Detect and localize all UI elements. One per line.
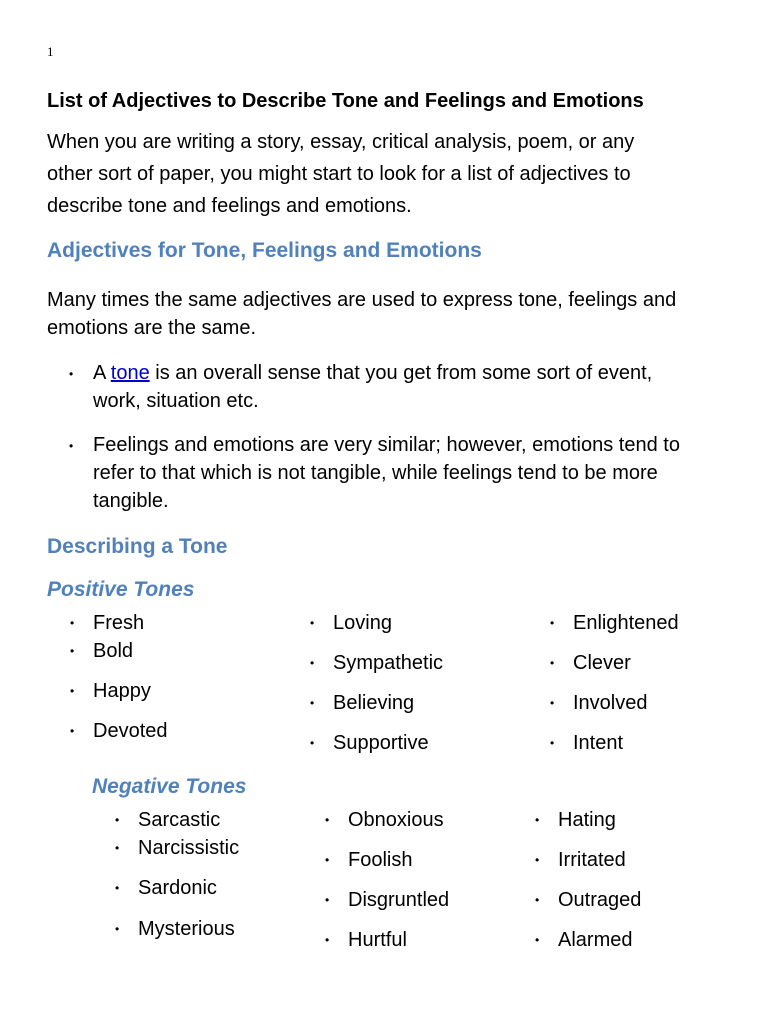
positive-tone-label: Supportive [333, 732, 429, 754]
positive-tone-label: Loving [333, 612, 392, 634]
positive-tone-label: Fresh [93, 612, 145, 634]
positive-tone-label: Sympathetic [333, 652, 444, 674]
bullet-icon: • [310, 616, 315, 630]
positive-tone-label: Involved [573, 692, 648, 714]
bullet-icon: • [115, 841, 120, 855]
bullet-icon: • [69, 367, 74, 381]
describing-heading: Describing a Tone [47, 535, 228, 558]
bullet-icon: • [70, 616, 75, 630]
bullet-icon: • [115, 881, 120, 895]
body-paragraph [47, 286, 676, 342]
negative-tone-label: Narcissistic [138, 837, 240, 859]
negative-tone-label: Sarcastic [138, 809, 221, 831]
bullet-icon: • [70, 684, 75, 698]
negative-tone-label: Foolish [348, 849, 413, 871]
bullet-icon: • [69, 439, 74, 453]
positive-tone-label: Believing [333, 692, 415, 714]
document-title: List of Adjectives to Describe Tone and Feelings and Emotions [47, 90, 644, 112]
bullet-icon: • [310, 736, 315, 750]
intro-paragraph [47, 126, 634, 222]
tone-link[interactable]: tone [110, 362, 150, 384]
negative-heading: Negative Tones [92, 775, 247, 798]
section-heading: Adjectives for Tone, Feelings and Emotions [47, 239, 482, 262]
negative-tone-label: Alarmed [558, 929, 633, 951]
positive-tone-label: Enlightened [573, 612, 679, 634]
positive-tone-label: Bold [93, 640, 134, 662]
intro-line: describe tone and feelings and emotions. [47, 195, 412, 217]
body-line: emotions are the same. [47, 317, 256, 339]
positive-tone-label: Intent [573, 732, 624, 754]
body-line: Many times the same adjectives are used to express tone, feelings and [47, 289, 677, 311]
negative-tone-label: Irritated [558, 849, 626, 871]
bullet-icon: • [70, 644, 75, 658]
bullet-icon: • [550, 616, 555, 630]
bullet-icon: • [70, 724, 75, 738]
bullet-line: work, situation etc. [93, 390, 259, 412]
bullet-icon: • [550, 696, 555, 710]
bullet-icon: • [325, 933, 330, 947]
intro-line: other sort of paper, you might start to look for a list of adjectives to [47, 163, 631, 185]
bullet-line: Feelings and emotions are very similar; however, emotions tend to [93, 434, 680, 456]
bullet-icon: • [310, 656, 315, 670]
negative-tone-label: Hurtful [348, 929, 407, 951]
positive-tone-label: Clever [573, 652, 631, 674]
bullet-text [93, 359, 652, 415]
positive-tone-label: Happy [93, 680, 151, 702]
bullet-icon: • [535, 893, 540, 907]
bullet-icon: • [535, 813, 540, 827]
intro-line: When you are writing a story, essay, critical analysis, poem, or any [47, 131, 635, 153]
bullet-icon: • [535, 853, 540, 867]
bullet-icon: • [325, 853, 330, 867]
bullet-rest: is an overall sense that you get from some sort of event, [149, 362, 653, 384]
bullet-icon: • [310, 696, 315, 710]
bullet-line: refer to that which is not tangible, while feelings tend to be more [93, 462, 658, 484]
negative-tone-label: Outraged [558, 889, 642, 911]
bullet-prefix: A [93, 362, 111, 384]
bullet-icon: • [550, 656, 555, 670]
positive-heading: Positive Tones [47, 578, 195, 601]
negative-tone-label: Disgruntled [348, 889, 450, 911]
negative-tone-label: Hating [558, 809, 616, 831]
bullet-icon: • [115, 922, 120, 936]
bullet-text [93, 431, 680, 515]
page-number: 1 [47, 44, 54, 59]
positive-tone-label: Devoted [93, 720, 168, 742]
negative-tone-label: Sardonic [138, 877, 217, 899]
bullet-line: tangible. [93, 490, 169, 512]
negative-tone-label: Mysterious [138, 918, 235, 940]
bullet-icon: • [550, 736, 555, 750]
negative-tone-label: Obnoxious [348, 809, 444, 831]
bullet-icon: • [115, 813, 120, 827]
bullet-icon: • [535, 933, 540, 947]
bullet-icon: • [325, 813, 330, 827]
bullet-icon: • [325, 893, 330, 907]
